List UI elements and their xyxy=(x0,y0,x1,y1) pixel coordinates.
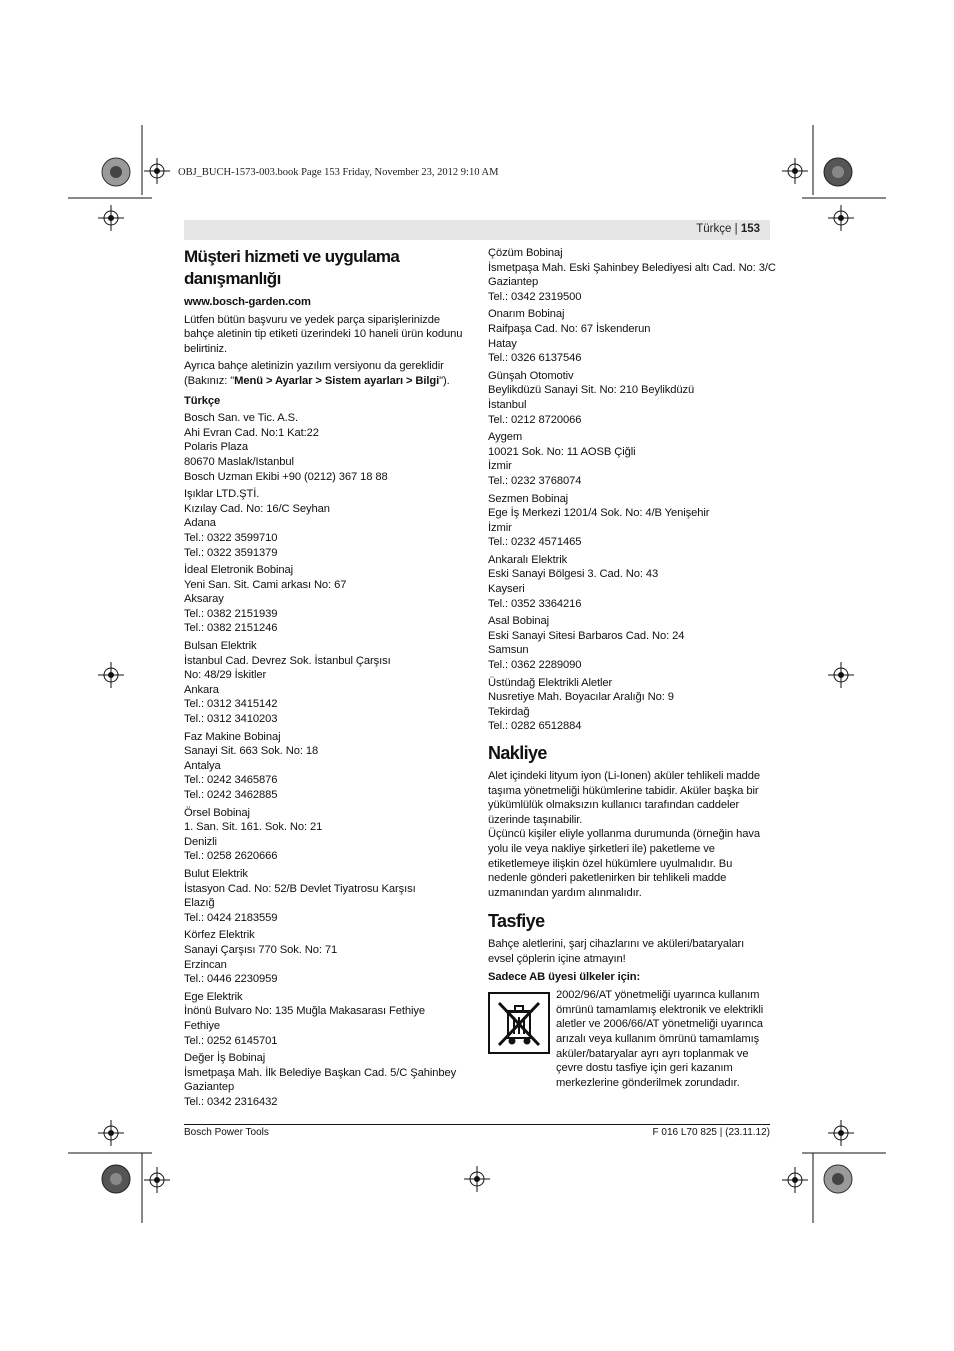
address-line: Ankara xyxy=(184,683,219,696)
file-info: OBJ_BUCH-1573-003.book Page 153 Friday, November 23, 2012 9:10 AM xyxy=(178,167,499,178)
address-line: Tel.: 0342 2319500 xyxy=(488,290,582,303)
address-company: Değer İş Bobinaj xyxy=(184,1052,266,1065)
address-line: 10021 Sok. No: 11 AOSB Çiğli xyxy=(488,445,636,458)
address-line: 1. San. Sit. 161. Sok. No: 21 xyxy=(184,821,323,834)
transport-paragraph-2: Üçüncü kişiler eliyle yollanma durumunda (örneğin hava yolu ile veya nakliye şirketleri ile) paketleme ve etiketlemeye ilişkin özel hükümlere uyulmalıdır. Bu nedenle gönderi paketlenirken bir tehlikeli madde uzmanından yardım alınmalıdır. xyxy=(488,828,760,899)
address-block xyxy=(184,730,467,803)
address-line: Raifpaşa Cad. No: 67 İskenderun xyxy=(488,322,651,335)
address-line: Ahi Evran Cad. No:1 Kat:22 xyxy=(184,426,319,439)
address-company: Faz Makine Bobinaj xyxy=(184,730,281,743)
address-block xyxy=(184,563,467,636)
address-block xyxy=(184,867,467,925)
footer-brand: Bosch Power Tools xyxy=(184,1127,269,1138)
address-block xyxy=(184,411,467,484)
address-line: Samsun xyxy=(488,644,529,657)
address-line: Tel.: 0212 8720066 xyxy=(488,413,582,426)
address-line: Tel.: 0252 6145701 xyxy=(184,1034,278,1047)
address-block xyxy=(488,492,771,550)
header-language: Türkçe xyxy=(696,223,732,235)
address-line: Tel.: 0242 3465876 xyxy=(184,774,278,787)
address-line: İzmir xyxy=(488,460,512,473)
address-line: Tel.: 0424 2183559 xyxy=(184,911,278,924)
address-line: Erzincan xyxy=(184,958,227,971)
address-line: Polaris Plaza xyxy=(184,441,248,454)
address-line: No: 48/29 İskitler xyxy=(184,669,267,682)
address-line: Tel.: 0258 2620666 xyxy=(184,850,278,863)
address-company: Üstündağ Elektrikli Aletler xyxy=(488,676,613,689)
address-block xyxy=(488,614,771,672)
menu-path: Menü > Ayarlar > Sistem ayarları > Bilgi xyxy=(234,374,440,387)
transport-paragraph-1: Alet içindeki lityum iyon (Li-Ionen) aküler tehlikeli madde taşıma yönetmeliği hükümlerine tabidir. Aküler başka bir yükümlülük olmaksızın kullanıcı tarafından caddeler üzerinde taşınabilir. xyxy=(488,770,761,826)
address-block xyxy=(184,990,467,1048)
address-line: İzmir xyxy=(488,521,512,534)
address-line: Kızılay Cad. No: 16/C Seyhan xyxy=(184,502,330,515)
address-line: Tel.: 0382 2151246 xyxy=(184,622,278,635)
weee-bin-icon xyxy=(488,992,550,1054)
address-company: Bulut Elektrik xyxy=(184,867,248,880)
address-company: İdeal Eletronik Bobinaj xyxy=(184,564,294,577)
address-line: Nusretiye Mah. Boyacılar Aralığı No: 9 xyxy=(488,691,674,704)
address-line: Fethiye xyxy=(184,1019,220,1032)
address-line: Tel.: 0326 6137546 xyxy=(488,352,582,365)
address-line: İsmetpaşa Mah. Eski Şahinbey Belediyesi altı Cad. No: 3/C xyxy=(488,261,776,274)
address-company: Aygem xyxy=(488,431,523,444)
address-line: Tel.: 0232 4571465 xyxy=(488,536,582,549)
address-block xyxy=(184,487,467,560)
address-line: Gaziantep xyxy=(184,1081,235,1094)
weee-text: 2002/96/AT yönetmeliği uyarınca kullanım ömrünü tamamlamış elektronik ve elektrikli aletler ve 2006/66/AT yönetmeliği uyarınca arızalı veya kullanım ömrünü tamamlamış aküler/bataryalar ayrı ayrı toplanmak ve çevre dostu tasfiye için geri kazanım merkezlerine gönderilmek zorundadır. xyxy=(556,989,764,1089)
address-block xyxy=(488,369,771,427)
address-block xyxy=(488,430,771,488)
address-company: Onarım Bobinaj xyxy=(488,308,565,321)
address-company: Asal Bobinaj xyxy=(488,615,549,628)
address-line: Yeni San. Sit. Cami arkası No: 67 xyxy=(184,578,347,591)
address-line: Tel.: 0352 3364216 xyxy=(488,597,582,610)
address-company: Körfez Elektrik xyxy=(184,929,255,942)
eu-only-label: Sadece AB üyesi ülkeler için: xyxy=(488,970,641,983)
address-line: İsmetpaşa Mah. İlk Belediye Başkan Cad. 5/C Şahinbey xyxy=(184,1066,457,1079)
address-list-right xyxy=(488,246,776,734)
address-company: Ege Elektrik xyxy=(184,990,243,1003)
country-heading: Türkçe xyxy=(184,394,221,407)
address-line: Tel.: 0342 2316432 xyxy=(184,1095,278,1108)
address-company: Çözüm Bobinaj xyxy=(488,247,563,259)
header-separator: | xyxy=(731,223,741,235)
page-number: 153 xyxy=(740,223,760,235)
section-title-service: Müşteri hizmeti ve uygulama danışmanlığı xyxy=(184,247,400,288)
address-line: Elazığ xyxy=(184,897,215,910)
para2-end: "). xyxy=(439,374,450,387)
address-block xyxy=(184,639,467,727)
address-company: Bosch San. ve Tic. A.S. xyxy=(184,412,298,425)
address-line: Kayseri xyxy=(488,583,525,596)
para2-start: Ayrıca bahçe aletinizin yazılım versiyonu da gereklidir (Bakınız: " xyxy=(184,360,444,387)
address-line: İstanbul Cad. Devrez Sok. İstanbul Çarşısı xyxy=(184,654,391,667)
service-paragraph-2 xyxy=(184,359,467,388)
address-block xyxy=(184,806,467,864)
address-block xyxy=(184,1051,467,1109)
address-line: Tel.: 0312 3415142 xyxy=(184,698,278,711)
address-line: İstanbul xyxy=(488,398,527,411)
address-company: Örsel Bobinaj xyxy=(184,806,250,819)
address-line: Eski Sanayi Bölgesi 3. Cad. No: 43 xyxy=(488,568,659,581)
address-block xyxy=(488,307,771,365)
footer-rule xyxy=(184,1124,770,1125)
address-line: Aksaray xyxy=(184,593,224,606)
address-line: Tel.: 0282 6512884 xyxy=(488,720,582,733)
address-block xyxy=(488,676,771,734)
address-company: Işıklar LTD.ŞTİ. xyxy=(184,488,260,501)
page-header-bar xyxy=(184,220,770,240)
address-line: Tekirdağ xyxy=(488,705,530,718)
address-line: Tel.: 0242 3462885 xyxy=(184,789,278,801)
address-line: İnönü Bulvaro No: 135 Muğla Makasarası Fethiye xyxy=(184,1005,426,1018)
address-line: Tel.: 0322 3591379 xyxy=(184,546,278,559)
address-line: Tel.: 0322 3599710 xyxy=(184,531,278,544)
address-line: 80670 Maslak/Istanbul xyxy=(184,455,294,468)
left-column xyxy=(184,246,467,1112)
website-link[interactable]: www.bosch-garden.com xyxy=(184,296,311,308)
address-company: Ankaralı Elektrik xyxy=(488,553,568,566)
address-line: Ege İş Merkezi 1201/4 Sok. No: 4/B Yenişehir xyxy=(488,507,710,520)
address-line: Antalya xyxy=(184,759,221,772)
service-paragraph-1: Lütfen bütün başvuru ve yedek parça siparişlerinizde bahçe aletinin tip etiketi üzerindeki 10 haneli ürün kodunu belirtiniz. xyxy=(184,313,463,355)
section-title-disposal: Tasfiye xyxy=(488,911,545,932)
address-line: Sanayi Çarşısı 770 Sok. No: 71 xyxy=(184,943,338,956)
address-block xyxy=(488,246,776,304)
page-header xyxy=(696,223,760,235)
address-company: Günşah Otomotiv xyxy=(488,369,574,382)
weee-block xyxy=(488,988,771,1090)
address-line: Denizli xyxy=(184,835,217,848)
address-line: Tel.: 0382 2151939 xyxy=(184,607,278,620)
address-line: Gaziantep xyxy=(488,276,539,289)
address-company: Sezmen Bobinaj xyxy=(488,492,569,505)
disposal-paragraph: Bahçe aletlerini, şarj cihazlarını ve aküleri/bataryaları evsel çöplerin içine atmayın! xyxy=(488,938,745,965)
address-block xyxy=(488,553,771,611)
address-line: Tel.: 0312 3410203 xyxy=(184,713,278,726)
address-line: Hatay xyxy=(488,337,517,350)
address-line: Eski Sanayi Sitesi Barbaros Cad. No: 24 xyxy=(488,629,685,642)
address-line: Bosch Uzman Ekibi +90 (0212) 367 18 88 xyxy=(184,470,388,483)
address-company: Bulsan Elektrik xyxy=(184,640,257,653)
address-line: Tel.: 0362 2289090 xyxy=(488,659,582,672)
address-line: İstasyon Cad. No: 52/B Devlet Tiyatrosu Karşısı xyxy=(184,882,416,895)
section-title-transport: Nakliye xyxy=(488,743,547,763)
footer-doc-code: F 016 L70 825 | (23.11.12) xyxy=(652,1127,770,1138)
address-line: Tel.: 0232 3768074 xyxy=(488,474,582,487)
address-line: Tel.: 0446 2230959 xyxy=(184,973,278,986)
address-line: Adana xyxy=(184,517,216,530)
address-block xyxy=(184,928,467,986)
right-column xyxy=(488,246,776,1090)
address-list-left xyxy=(184,411,467,1109)
address-line: Beylikdüzü Sanayi Sit. No: 210 Beylikdüzü xyxy=(488,384,695,397)
address-line: Sanayi Sit. 663 Sok. No: 18 xyxy=(184,745,319,758)
